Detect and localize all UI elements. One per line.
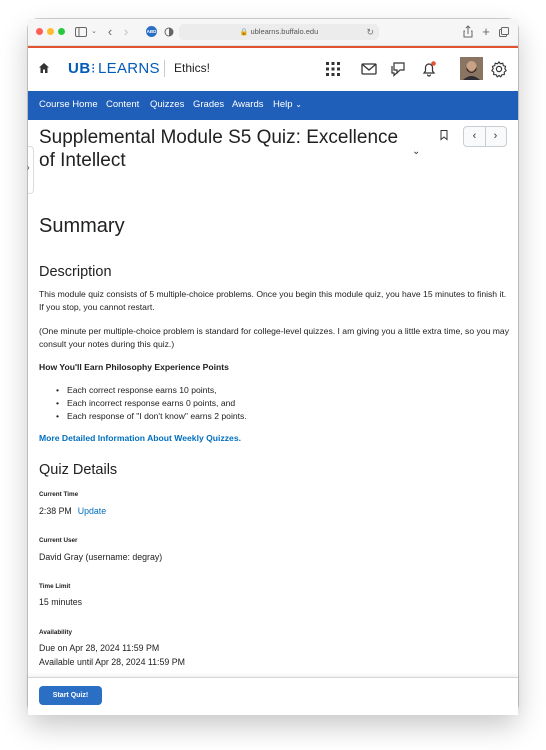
sidebar-toggle-icon[interactable] — [74, 24, 88, 40]
nav-item-quizzes[interactable]: Quizzes — [150, 99, 185, 110]
current-user-label: Current User — [39, 537, 78, 544]
maximize-window-button[interactable] — [58, 28, 65, 35]
nav-item-course-home[interactable]: Course Home — [39, 99, 98, 110]
list-item: • Each response of "I don't know" earns 2 points. — [56, 410, 247, 423]
course-navbar — [28, 91, 518, 120]
logo-ub[interactable]: UB — [68, 60, 91, 77]
points-list — [56, 384, 247, 423]
title-dropdown-chevron-icon[interactable]: ⌄ — [412, 146, 421, 157]
browser-toolbar — [28, 19, 518, 46]
current-time-value: 2:38 PM — [39, 506, 72, 516]
description-paragraph-2: (One minute per multiple-choice problem is standard for college-level quizzes. I am giving you a little extra time, so you may consult your notes during this quiz.) — [39, 326, 510, 349]
nav-help-label: Help — [273, 99, 293, 110]
description-heading: Description — [39, 264, 112, 280]
time-limit-label: Time Limit — [39, 583, 71, 590]
list-item: • Each incorrect response earns 0 points, and — [56, 397, 247, 410]
browser-window — [28, 19, 518, 714]
settings-gear-icon[interactable] — [490, 60, 508, 78]
availability-label: Availability — [39, 629, 73, 636]
start-quiz-button[interactable]: Start Quiz! — [39, 686, 102, 705]
update-time-link[interactable]: Update — [77, 506, 107, 516]
chat-icon[interactable] — [389, 60, 407, 78]
nav-item-awards[interactable]: Awards — [232, 99, 264, 110]
current-time-row — [39, 505, 106, 518]
points-heading: How You'll Earn Philosophy Experience Points — [39, 362, 229, 372]
quiz-footer — [28, 677, 518, 715]
bookmark-icon[interactable] — [440, 130, 448, 140]
minimize-window-button[interactable] — [47, 28, 54, 35]
nav-item-content[interactable]: Content — [106, 99, 140, 110]
url-text: ublearns.buffalo.edu — [250, 27, 319, 36]
user-photo-icon — [460, 57, 483, 80]
address-bar[interactable] — [179, 24, 379, 40]
home-icon[interactable] — [38, 62, 50, 74]
chevron-down-icon[interactable]: ⌄ — [91, 28, 97, 35]
next-topic-button[interactable]: › — [493, 130, 498, 142]
tab-overview-icon[interactable] — [498, 24, 510, 40]
site-header — [28, 48, 518, 91]
current-time-label: Current Time — [39, 491, 79, 498]
header-divider — [164, 60, 165, 77]
extension-badge-icon[interactable]: ABD — [146, 26, 157, 37]
privacy-shield-icon[interactable] — [163, 24, 175, 40]
list-item: • Each correct response earns 10 points, — [56, 384, 247, 397]
page-title: Supplemental Module S5 Quiz: Excellence of Intellect — [39, 127, 399, 171]
mail-icon[interactable] — [360, 60, 378, 78]
forward-arrow-icon[interactable]: › — [123, 24, 129, 39]
chevron-down-icon: ⌄ — [295, 100, 302, 109]
due-date-value: Due on Apr 28, 2024 11:59 PM — [39, 643, 160, 653]
current-user-value: David Gray (username: degray) — [39, 552, 163, 562]
close-window-button[interactable] — [36, 28, 43, 35]
new-tab-icon[interactable]: + — [482, 24, 490, 39]
logo-learns[interactable]: LEARNS — [98, 60, 160, 77]
available-until-value: Available until Apr 28, 2024 11:59 PM — [39, 657, 185, 667]
back-arrow-icon[interactable]: ‹ — [107, 24, 113, 39]
share-icon[interactable] — [462, 24, 474, 40]
topic-pager — [463, 126, 507, 147]
side-panel-toggle[interactable] — [28, 146, 34, 194]
main-content — [28, 120, 518, 677]
description-paragraph-1: This module quiz consists of 5 multiple-choice problems. Once you begin this module quiz, you have 15 minutes to finish it. If you stop, you cannot restart. — [39, 289, 507, 312]
notification-bell-icon[interactable] — [420, 60, 438, 78]
more-info-link[interactable]: More Detailed Information About Weekly Quizzes. — [39, 433, 241, 443]
nav-item-grades[interactable]: Grades — [193, 99, 225, 110]
reload-icon[interactable]: ↻ — [366, 27, 374, 37]
nav-item-help[interactable] — [273, 99, 302, 110]
chevron-right-icon: › — [27, 163, 30, 172]
course-selector-grid-icon[interactable] — [324, 60, 342, 78]
time-limit-value: 15 minutes — [39, 597, 83, 607]
summary-heading: Summary — [39, 215, 125, 237]
avatar[interactable] — [460, 57, 483, 80]
lock-icon: 🔒 — [239, 29, 249, 36]
logo-separator: ⁝ — [91, 60, 96, 76]
course-name[interactable]: Ethics! — [174, 61, 211, 75]
quiz-details-heading: Quiz Details — [39, 462, 118, 478]
previous-topic-button[interactable]: ‹ — [464, 127, 486, 146]
